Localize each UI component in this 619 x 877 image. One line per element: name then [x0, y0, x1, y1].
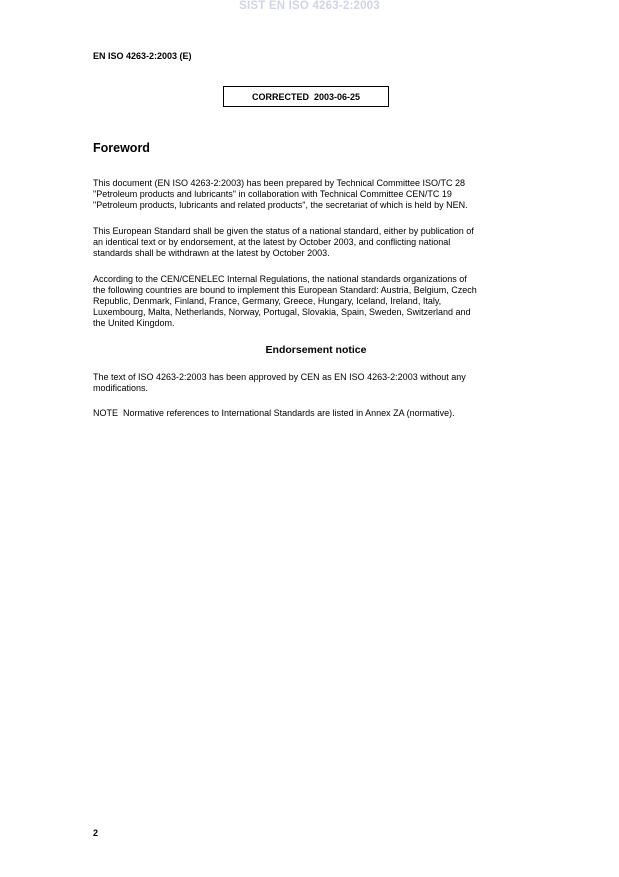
paragraph-line: an identical text or by endorsement, at the latest by October 2003, and conflicting national: [93, 237, 451, 248]
document-id: EN ISO 4263-2:2003 (E): [93, 51, 192, 61]
paragraph-line: Republic, Denmark, Finland, France, Germany, Greece, Hungary, Iceland, Ireland, Italy,: [93, 296, 442, 307]
paragraph-line: modifications.: [93, 383, 149, 394]
paragraph-line: the following countries are bound to implement this European Standard: Austria, Belgium, Czech: [93, 285, 477, 296]
paragraph-line: "Petroleum products and lubricants" in collaboration with Technical Committee CEN/TC 19: [93, 189, 452, 200]
paragraph-line: This European Standard shall be given the status of a national standard, either by publication of: [93, 226, 474, 236]
paragraph-line: Luxembourg, Malta, Netherlands, Norway, Portugal, Slovakia, Spain, Sweden, Switzerland and: [93, 307, 471, 318]
paragraph-line: standards shall be withdrawn at the latest by October 2003.: [93, 248, 330, 259]
foreword-paragraph-1: [93, 178, 543, 211]
normative-note: NOTE Normative references to International Standards are listed in Annex ZA (normative).: [93, 408, 455, 418]
corrected-stamp: CORRECTED 2003-06-25: [223, 86, 389, 107]
paragraph-line: The text of ISO 4263-2:2003 has been approved by CEN as EN ISO 4263-2:2003 without any: [93, 372, 466, 382]
foreword-heading: Foreword: [93, 141, 150, 155]
paragraph-line: "Petroleum products, lubricants and related products", the secretariat of which is held by NEN.: [93, 200, 468, 211]
paragraph-line: This document (EN ISO 4263-2:2003) has been prepared by Technical Committee ISO/TC 28: [93, 178, 466, 188]
paragraph-line: According to the CEN/CENELEC Internal Regulations, the national standards organizations of: [93, 274, 467, 284]
endorsement-paragraph: [93, 372, 543, 394]
foreword-paragraph-3: [93, 274, 543, 329]
endorsement-heading: Endorsement notice: [265, 344, 367, 356]
paragraph-line: the United Kingdom.: [93, 318, 175, 329]
watermark: SIST EN ISO 4263-2:2003: [239, 0, 380, 12]
page-number: 2: [93, 828, 99, 838]
foreword-paragraph-2: [93, 226, 543, 259]
